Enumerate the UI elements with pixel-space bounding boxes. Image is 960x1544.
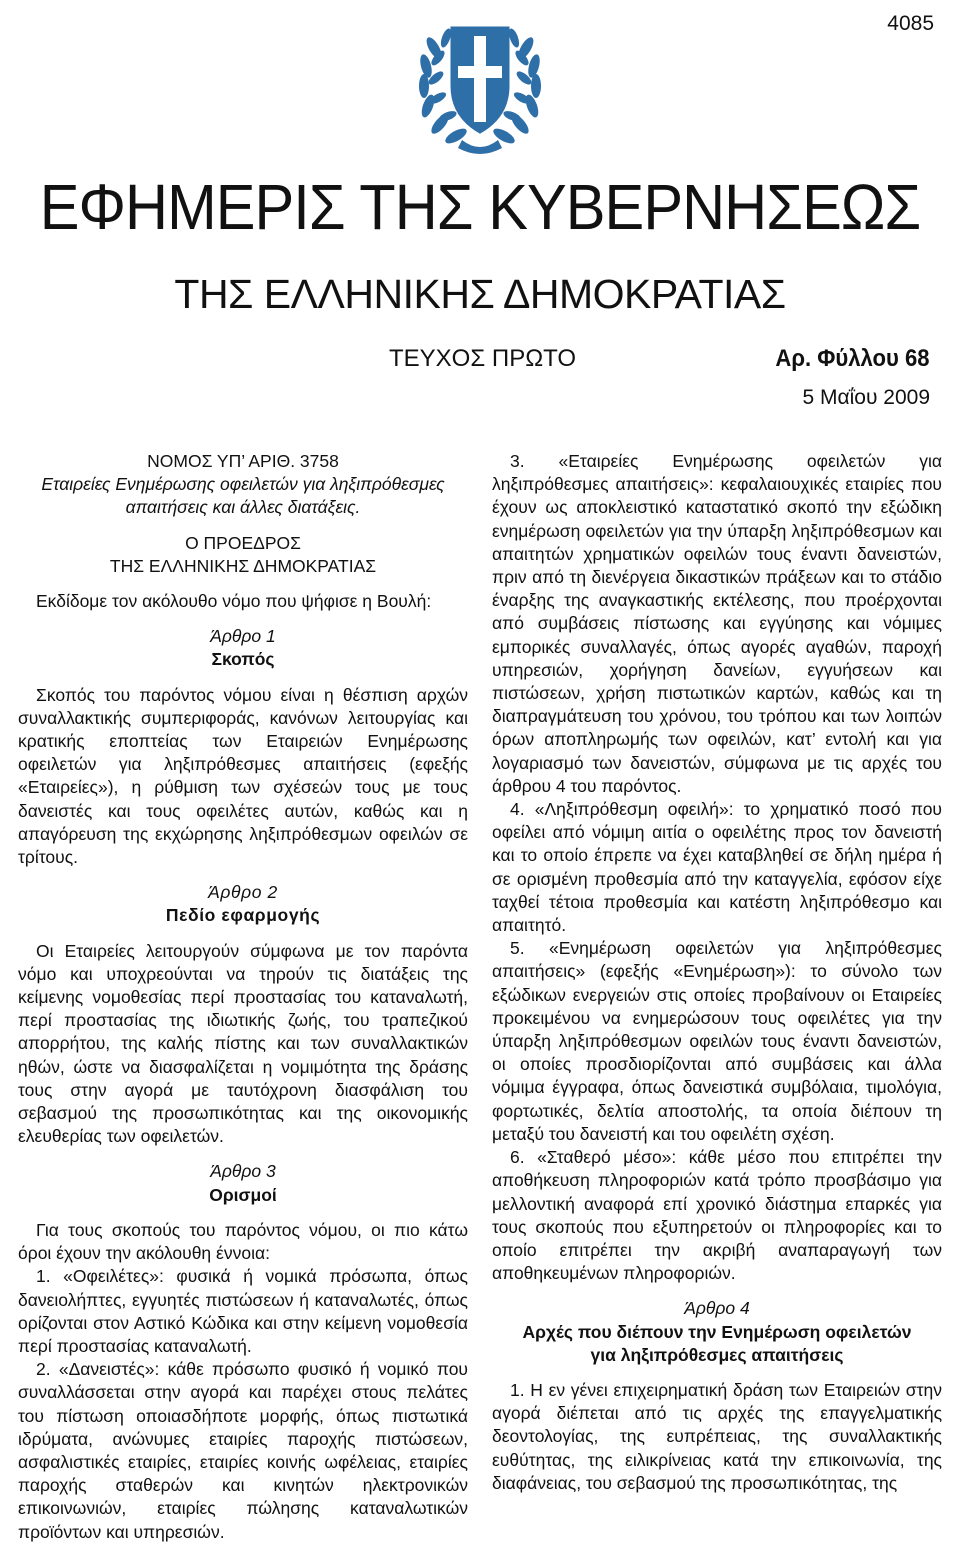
article-4-text: 1. Η εν γένει επιχειρηματική δράση των Εταιρειών στην αγορά διέπεται από τις αρχές της επαγγελματικής δεοντολογίας, της ευπρέπειας, της συναλλακτικής ευθύτητας, της ειλικρίνειας κατά την επικοινωνία, της διαφάνειας, του σεβασμού της προσωπικότητας, της xyxy=(492,1379,942,1493)
gazette-subtitle: ΤΗΣ ΕΛΛΗΝΙΚΗΣ ΔΗΜΟΚΡΑΤΙΑΣ xyxy=(174,271,786,317)
article-2-text: Οι Εταιρείες λειτουργούν σύμφωνα με τον παρόντα νόμο και υποχρεούνται να τηρούν τις διατάξεις της κείμενης νομοθεσίας περί προστασίας του καταναλωτή, περί προστασίας της ιδιωτικής ζωής, του τραπεζικού απορρήτου, της καλής πίστης και των συναλλακτικών ηθών, ώστε να διασφαλίζεται η νομιμότητα της δράσης τους στην αγορά με ταυτόχρονη διασφάλιση του σεβασμού της προσωπικότητας και της οικονομικής ελευθερίας των οφειλετών. xyxy=(18,940,468,1147)
article-1-heading: Σκοπός xyxy=(211,649,275,670)
law-number: ΝΟΜΟΣ ΥΠ’ ΑΡΙΘ. 3758 xyxy=(147,451,339,471)
right-column xyxy=(492,450,942,1495)
article-4-heading-line-1: Αρχές που διέπουν την Ενημέρωση οφειλετών xyxy=(522,1321,912,1342)
issue-row xyxy=(0,345,960,381)
article-4-title: Άρθρο 4 xyxy=(684,1298,750,1319)
definition-4: 4. «Ληξιπρόθεσμη οφειλή»: το χρηματικό ποσό που οφείλει από νόμιμη αιτία ο οφειλέτης προς τον δανειστή και το οποίο έπρεπε να έχει καταβληθεί σε δήλη ημέρα ή σε ορισμένη προθεσμία από την καταγγελία, εφόσον είχε ταχθεί τέτοια προθεσμία και κατέστη ληξιπρόθεσμο και απαιτητό. xyxy=(492,799,942,936)
gazette-title: ΕΦΗΜΕΡΙΣ ΤΗΣ ΚΥΒΕΡΝΗΣΕΩΣ xyxy=(39,171,921,243)
article-3-heading: Ορισμοί xyxy=(209,1184,277,1205)
article-3-title: Άρθρο 3 xyxy=(210,1161,276,1182)
article-4-heading-line-2: για ληξιπρόθεσμες απαιτήσεις xyxy=(590,1344,844,1365)
definition-1: 1. «Οφειλέτες»: φυσικά ή νομικά πρόσωπα, όπως δανειολήπτες, εγγυητές πιστώσεων ή καταναλωτές, όπως ορίζονται στον Αστικό Κώδικα και στην κείμενη νομοθεσία περί προστασίας καταναλωτή. xyxy=(18,1266,468,1356)
page-number: 4085 xyxy=(887,12,934,35)
issue-date: 5 Μαΐου 2009 xyxy=(802,386,930,409)
article-2-title: Άρθρο 2 xyxy=(208,882,278,903)
law-title-line-1: Εταιρείες Ενημέρωσης οφειλετών για ληξιπρόθεσμες xyxy=(41,474,445,495)
article-1-text: Σκοπός του παρόντος νόμου είναι η θέσπιση αρχών συναλλακτικής συμπεριφοράς, κανόνων λειτουργίας και κρατικής εποπτείας των Εταιρειών Ενημέρωσης οφειλετών για ληξιπρόθεσμες απαιτήσεις (εφεξής «Εταιρείες»), η ρύθμιση των σχέσεών τους με τους δανειστές και τους οφειλέτες αυτών, καθώς και η απαγόρευση της εκχώρησης ληξιπρόθεσμων οφειλών σε τρίτους. xyxy=(18,684,468,868)
left-column xyxy=(18,450,468,1544)
definition-3: 3. «Εταιρείες Ενημέρωσης οφειλετών για ληξιπρόθεσμες απαιτήσεις»: κεφαλαιουχικές εταιρίες που έχουν ως αποκλειστικό καταστατικό σκοπό την εξώδικη ενημέρωση οφειλετών για την ύπαρξη ληξιπρόθεσμων και απαιτητών χρηματικών οφειλών τους έναντι δανειστών, πριν από τη διενέργεια δικαστικών πράξεων και το στάδιο έναρξης της αναγκαστικής εκτέλεσης, που προέρχονται από συμβάσεις πίστωσης και εγγύησης και νόμιμες εμπορικές συναλλαγές, όπως αγορές αγαθών, παροχή υπηρεσιών, χορήγηση δανείων, εγγυήσεων και πιστώσεων, χρήση πιστωτικών καρτών, καθώς και τη διαπραγμάτευση του χρόνου, του τρόπου και των λοιπών όρων αποπληρωμής των οφειλών, κατ’ εντολή και για λογαριασμό των δανειστών, σύμφωνα με τις αρχές του άρθρου 4 του παρόντος. xyxy=(492,451,942,796)
law-title-line-2: απαιτήσεις και άλλες διατάξεις. xyxy=(125,497,361,518)
article-2-heading: Πεδίο εφαρμογής xyxy=(165,905,321,926)
article-3-intro: Για τους σκοπούς του παρόντος νόμου, οι πιο κάτω όροι έχουν την ακόλουθη έννοια: xyxy=(18,1219,468,1264)
article-1-title: Άρθρο 1 xyxy=(210,626,276,647)
sheet-number: Αρ. Φύλλου 68 xyxy=(775,345,930,372)
president-line-2: ΤΗΣ ΕΛΛΗΝΙΚΗΣ ΔΗΜΟΚΡΑΤΙΑΣ xyxy=(109,555,377,576)
coat-of-arms-icon xyxy=(412,8,548,156)
definition-6: 6. «Σταθερό μέσο»: κάθε μέσο που επιτρέπει την αποθήκευση πληροφοριών κατά τρόπο προσβάσιμο για μελλοντική αναφορά επί χρονικό διάστημα επαρκές για τους σκοπούς που εξυπηρετούν οι πληροφορίες και το οποίο επιτρέπει την ακριβή αναπαραγωγή των αποθηκευμένων πληροφοριών. xyxy=(492,1147,942,1284)
definition-2: 2. «Δανειστές»: κάθε πρόσωπο φυσικό ή νομικό που συναλλάσσεται στην αγορά και παρέχει στους πελάτες του πίστωση οποιασδήποτε μορφής, όπως πιστωτικά ιδρύματα, ανώνυμες εταιρίες παροχής πιστώσεων, ασφαλιστικές εταιρίες, εταιρίες κοινής ωφέλειας, εταιρίες παροχής σταθερών και κινητών ηλεκτρονικών επικοινωνιών, εταιρίες πώλησης καταναλωτικών προϊόντων και υπηρεσιών. xyxy=(18,1359,468,1542)
promulgation: Εκδίδομε τον ακόλουθο νόμο που ψήφισε η Βουλή: xyxy=(36,591,432,612)
issue-label: ΤΕΥΧΟΣ ΠΡΩΤΟ xyxy=(389,345,577,372)
president-line-1: Ο ΠΡΟΕΔΡΟΣ xyxy=(185,532,301,553)
definition-5: 5. «Ενημέρωση οφειλετών για ληξιπρόθεσμες απαιτήσεις» (εφεξής «Ενημέρωση»): το σύνολο των εξώδικων ενεργειών στις οποίες προβαίνουν οι Εταιρείες προκειμένου να ενημερώσουν τους οφειλέτες για την ύπαρξη ληξιπρόθεσμων οφειλών τους έναντι δανειστών, οι οποίες προσδιορίζονται από συμβάσεις και άλλα νόμιμα έγγραφα, όπως δανειστικά συμβόλαια, τιμολόγια, φορτωτικές, δελτία αποστολής, τα οποία διέπουν τη μεταξύ του δανειστή και του οφειλέτη σχέση. xyxy=(492,938,942,1144)
